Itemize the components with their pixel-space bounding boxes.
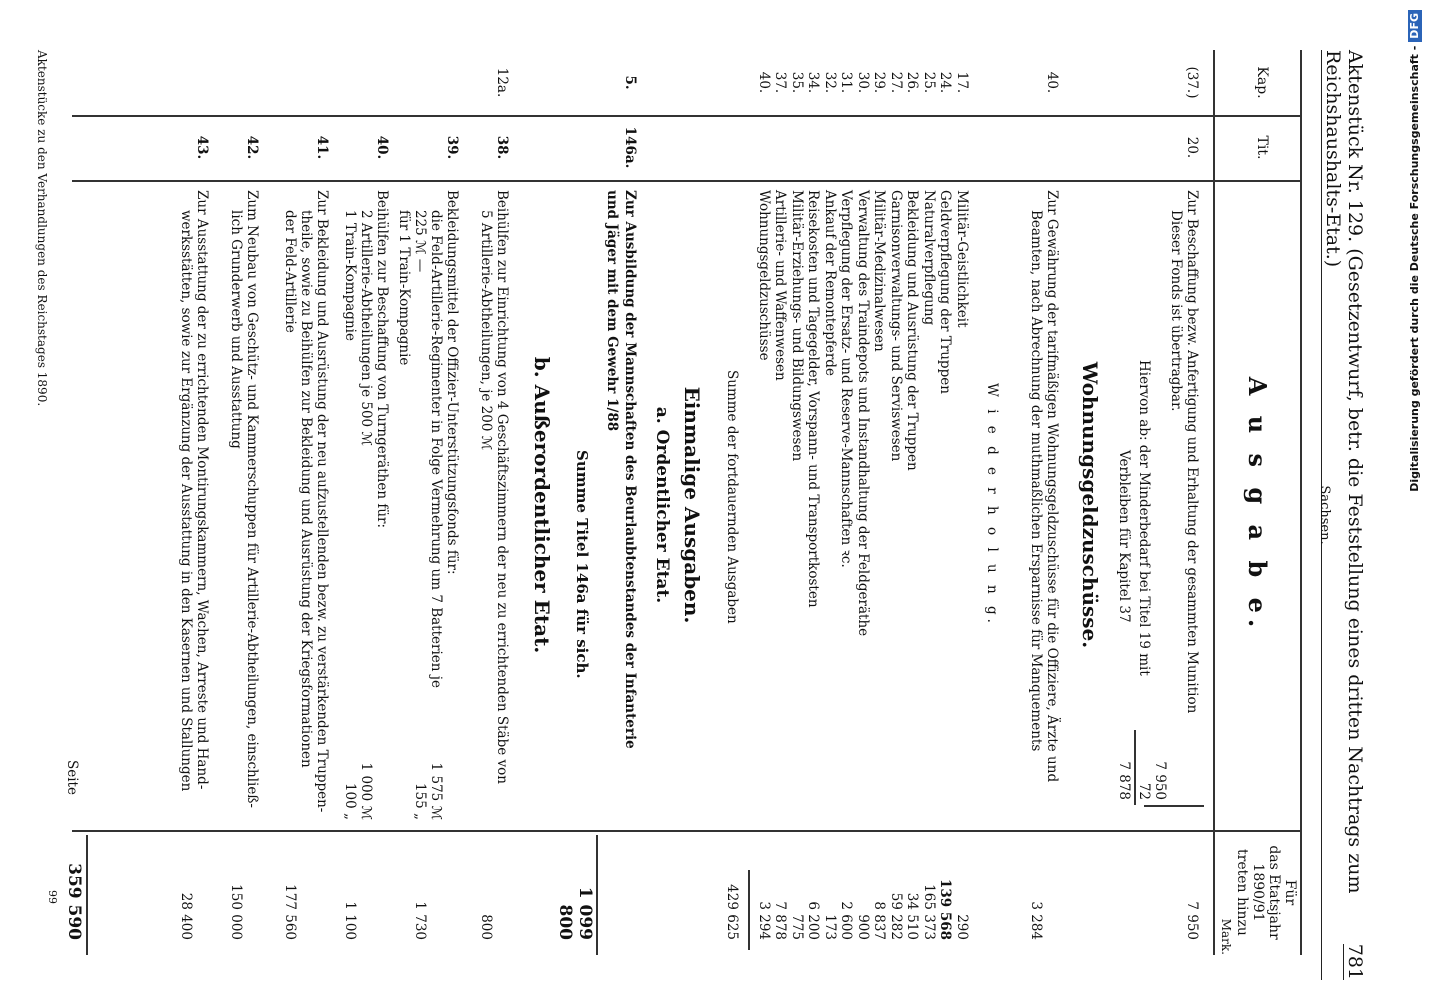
wd-row-kap: 27.	[888, 71, 904, 94]
wohnung-line2: Beamten, nach Abrechnung der muthmaßlichen Ersparnisse für Manquements	[1028, 210, 1044, 752]
einmalige-tit: 146a.	[622, 126, 638, 169]
col-header-tit: Tit.	[1254, 135, 1270, 160]
ao-row-amount: 177 560	[282, 884, 298, 940]
summe-fortdauernd-amount: 429 625	[724, 884, 740, 940]
einmalige-summe-label: Summe Titel 146a für sich.	[573, 450, 591, 679]
ao-row-line: werksstätten, sowie zur Ergänzung der Ausstattung in den Kasernen und Stallungen	[178, 210, 194, 792]
wd-row-amount: 290	[954, 914, 970, 940]
ao-row-line: Zur Ausstattung der zu errichtenden Montirungskammern, Wachen, Arreste und Hand-	[194, 190, 210, 790]
page-header	[1317, 50, 1372, 980]
wd-row-label: Verpflegung der Ersatz- und Reserve-Mannschaften ꝛc.	[838, 190, 855, 568]
wd-row-kap: 17.	[954, 71, 970, 94]
col-rule-amount	[72, 830, 1302, 832]
ao-row-tit: 40.	[374, 135, 390, 160]
wd-row-amount: 34 510	[904, 892, 921, 940]
wd-row-label: Militär-Geistlichkeit	[954, 190, 970, 328]
wd-row-label: Verwaltung des Traindepots und Instandhaltung der Feldgeräthe	[855, 190, 871, 637]
wd-row-kap: 29.	[871, 71, 888, 94]
wd-row-amount: 8 837	[871, 901, 888, 940]
ao-row-sub2: 100 „	[342, 782, 358, 820]
wd-row-kap: 32.	[822, 71, 838, 94]
ausserordentlich-heading: b. Außerordentlicher Etat.	[530, 356, 554, 654]
ao-row-line: lich Grunderwerb und Ausstattung	[228, 210, 244, 449]
einmalige-kap: 5.	[622, 75, 638, 90]
ao-row-tit: 38.	[494, 135, 510, 160]
wd-row-kap: 34.	[805, 71, 822, 94]
wohnung-heading: Wohnungsgeldzuschüsse.	[1078, 361, 1102, 649]
col-header-ausgabe: A u s g a b e.	[1243, 376, 1272, 634]
s1-sub-amount2: 72	[1136, 782, 1152, 800]
s1-sub-rule	[1144, 805, 1204, 807]
wd-row-kap: 26.	[904, 71, 921, 94]
ao-row-amount: 1 100	[342, 901, 358, 940]
wd-row-kap: 40.	[756, 71, 772, 94]
col-header-kap: Kap.	[1254, 66, 1270, 99]
wd-row-amount: 7 878	[772, 901, 789, 940]
wd-row-kap: 30.	[855, 71, 871, 94]
wohnung-line1: Zur Gewährung der tarifmäßigen Wohnungsgeldzuschüsse für die Offiziere, Ärzte und	[1044, 190, 1060, 783]
ao-row-line: 2 Artillerie-Abtheilungen je 500 ℳ	[358, 210, 374, 446]
ao-row-amount: 800	[478, 914, 494, 940]
wd-row-kap: 35.	[789, 71, 805, 94]
page-number: 781	[1344, 943, 1366, 980]
wd-row-amount: 165 373	[921, 884, 937, 940]
wd-row-label: Artillerie- und Waffenwesen	[772, 190, 789, 381]
wohnung-kap: 40.	[1044, 71, 1060, 94]
s1-kap: (37.)	[1184, 66, 1200, 99]
einmalige-line2: und Jäger mit dem Gewehr 1/88	[604, 190, 620, 432]
s1-sub-amount1: 7 950	[1152, 761, 1168, 800]
ao-row-line: 5 Artillerie-Abtheilungen, je 200 ℳ	[478, 210, 494, 451]
ao-row-line: theile, sowie zu Beihülfen zur Bekleidung und Ausrüstung der Kriegsformationen	[298, 210, 314, 768]
wd-row-label: Geldverpflegung der Truppen	[937, 190, 954, 394]
wohnung-amount: 3 284	[1028, 901, 1044, 940]
ao-row-tit: 43.	[194, 135, 210, 160]
s1-line1: Zur Beschaffung bezw. Anfertigung und Erhaltung der gesammten Munition	[1184, 190, 1200, 714]
wd-row-label: Militär-Medizinalwesen	[871, 190, 888, 352]
document-page	[0, 30, 1390, 980]
state-label: Sachsen.	[1317, 485, 1332, 545]
wd-row-label: Garnisonverwaltungs- und Serviswesen	[888, 190, 904, 462]
wd-row-label: Bekleidung und Ausrüstung der Truppen	[904, 190, 921, 471]
summe-fortdauernd-label: Summe der fortdauernden Ausgaben	[724, 370, 740, 624]
s1-amount: 7 950	[1184, 901, 1200, 940]
s1-note1: Hiervon ab: der Minderbedarf bei Titel 19 mit	[1136, 360, 1152, 676]
einmalige-heading: Einmalige Ausgaben.	[680, 386, 704, 624]
ao-row-sub1: 1 000 ℳ	[358, 762, 374, 820]
ao-row-line: Zur Bekleidung und Ausrüstung der neu aufzustellenden bezw. zu verstärkenden Truppen-	[314, 190, 330, 813]
ao-row-line: 1 Train-Kompagnie	[342, 210, 358, 341]
wd-row-label: Wohnungsgeldzuschüsse	[756, 190, 772, 361]
ausserordentlich-kap: 12a.	[494, 67, 510, 98]
wd-row-amount: 59 282	[888, 892, 904, 940]
page-mark: 99	[46, 890, 59, 904]
ao-row-line: Beihülfen zur Beschaffung von Turngeräthen für:	[374, 190, 390, 529]
footer-note: Aktenstücke zu den Verhandlungen des Reichstages 1890.	[35, 50, 49, 407]
ao-row-amount: 1 730	[412, 901, 428, 940]
seite-total-rule	[87, 835, 89, 955]
table-header-rule	[1214, 50, 1216, 955]
ao-row-sub2: 155 „	[412, 782, 428, 820]
ordentlich-heading: a. Ordentlicher Etat.	[652, 406, 672, 604]
wd-row-amount: 775	[789, 914, 805, 940]
seite-amount: 359 590	[64, 863, 84, 940]
wd-row-kap: 31.	[838, 71, 855, 94]
ao-row-tit: 41.	[314, 135, 330, 160]
ao-row-line: 225 ℳ —	[412, 210, 428, 273]
ao-row-line: die Feld-Artillerie-Regimenter in Folge Vermehrung um 7 Batterien je	[428, 210, 444, 688]
wd-row-label: Reisekosten und Tagegelder, Vorspann- und Transportkosten	[805, 190, 822, 608]
header-title: Aktenstück Nr. 129. (Gesetzentwurf, betr. die Feststellung eines dritten Nachtrags zum Reichshaushalts-Etat.)	[1321, 50, 1366, 980]
wd-row-label: Ankauf der Remontepferde	[822, 190, 838, 376]
wd-row-kap: 25.	[921, 71, 937, 94]
wd-row-amount: 139 568	[937, 878, 954, 940]
wd-row-kap: 24.	[937, 71, 954, 94]
digitization-stamp: Digitalisierung gefördert durch die Deutsche Forschungsgemeinschaft -DFG	[1400, 10, 1430, 600]
ao-row-line: Beihülfen zur Einrichtung von 4 Geschäftszimmern der neu zu errichtenden Stäbe von	[494, 190, 510, 784]
wd-row-amount: 3 294	[756, 901, 772, 940]
ao-row-line: Zum Neubau von Geschütz- und Kammerschuppen für Artillerie-Abtheilungen, einschließ-	[244, 190, 260, 808]
fortdauernd-total-rule	[749, 870, 751, 950]
wd-row-amount: 900	[855, 914, 871, 940]
ao-row-sub1: 1 575 ℳ	[428, 762, 444, 820]
wd-row-label: Militär-Erziehungs- und Bildungswesen	[789, 190, 805, 462]
s1-tit: 20.	[1184, 136, 1200, 159]
einmalige-amount: 1 099 800	[555, 886, 595, 940]
seite-label: Seite	[64, 760, 80, 795]
wd-row-amount: 2 600	[838, 901, 855, 940]
s1-sub-amount3: 7 878	[1116, 761, 1132, 800]
ao-row-tit: 39.	[444, 135, 460, 160]
einmalige-line1: Zur Ausbildung der Mannschaften des Beurlaubtenstandes der Infanterie	[622, 190, 638, 749]
table-top-rule	[1301, 50, 1303, 955]
s1-sub-total-rule	[1135, 730, 1137, 805]
wd-row-amount: 6 200	[805, 901, 822, 940]
ao-row-line: der Feld-Artillerie	[282, 210, 298, 333]
ao-row-amount: 150 000	[228, 884, 244, 940]
ao-row-line: für 1 Train-Kompagnie	[396, 210, 412, 366]
ao-row-line: Bekleidungsmittel der Offizier-Unterstützungsfonds für:	[444, 190, 460, 575]
einmalige-total-rule	[597, 835, 599, 955]
wd-row-amount: 173	[822, 914, 838, 940]
wd-row-kap: 37.	[772, 71, 789, 94]
s1-line2: Dieser Fonds ist übertragbar.	[1168, 210, 1184, 412]
dfg-logo: DFG	[1408, 10, 1422, 42]
wiederholung-heading: W i e d e r h o l u n g.	[984, 383, 1000, 627]
ao-row-amount: 28 400	[178, 892, 194, 940]
col-header-amount: Für das Etatsjahr 1890/91 treten hinzu Mark.	[1219, 845, 1298, 955]
ao-row-tit: 42.	[244, 135, 260, 160]
s1-note2: Verbleiben für Kapitel 37	[1116, 450, 1132, 623]
wd-row-label: Naturalverpflegung	[921, 190, 937, 326]
